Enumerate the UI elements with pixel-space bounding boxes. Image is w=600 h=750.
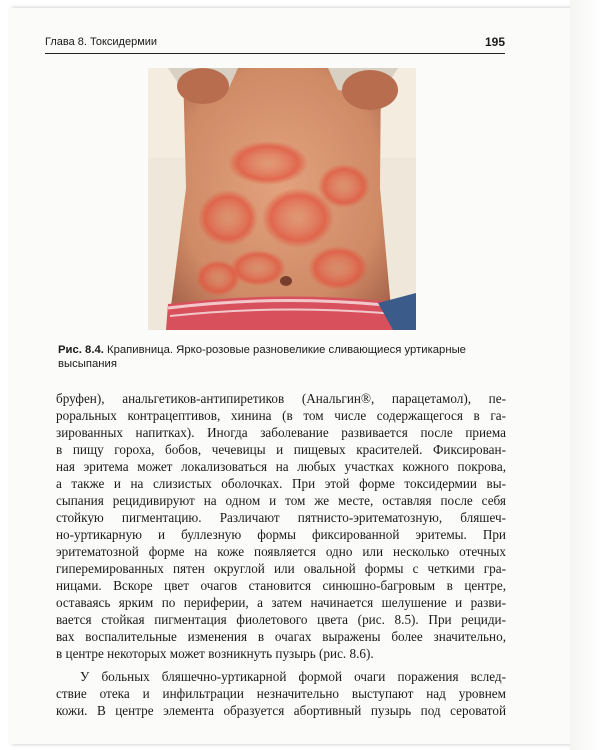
text-line: ная эритема может локализоваться на любых участках кожного покрова, bbox=[56, 459, 506, 474]
running-header bbox=[45, 35, 505, 54]
text-line: стойкую пигментацию. Различают пятнисто-эритематозную, бляшеч- bbox=[56, 510, 506, 525]
figure-photo-urticaria bbox=[148, 68, 416, 330]
text-line: У больных бляшечно-уртикарной формой очаги поражения вслед- bbox=[80, 669, 506, 684]
figure-label: Рис. 8.4. bbox=[58, 344, 104, 356]
text-line: зированных напитках). Иногда заболевание развивается после приема bbox=[56, 425, 506, 440]
text-line: сыпания рецидивируют на одном и том же месте, оставляя после себя bbox=[56, 493, 506, 508]
body-text bbox=[56, 390, 506, 719]
text-line: бруфен), анальгетиков-антипиретиков (Анальгин®, парацетамол), пе- bbox=[56, 391, 506, 406]
page-edge bbox=[570, 0, 600, 750]
chapter-title: Глава 8. Токсидермии bbox=[45, 36, 158, 48]
figure-caption bbox=[58, 343, 508, 371]
text-line: эритематозной форме на коже появляется одно или несколько отечных bbox=[56, 544, 506, 559]
text-line: ницами. Вскоре цвет очагов становится синюшно-багровым в центре, bbox=[56, 578, 506, 593]
text-line: в пищу гороха, бобов, чечевицы и пищевых красителей. Фиксирован- bbox=[56, 442, 506, 457]
text-line: оставаясь ярким по периферии, а затем начинается шелушение и разви- bbox=[56, 595, 506, 610]
text-line: вается стойкая пигментация фиолетового цвета (рис. 8.5). При рециди- bbox=[56, 612, 506, 627]
text-line: но-уртикарную и буллезную формы фиксированной эритемы. При bbox=[56, 527, 506, 542]
figure-caption-text: Крапивница. Ярко-розовые разновеликие сливающиеся уртикарные высыпания bbox=[58, 344, 466, 370]
text-line: в центре некоторых может возникнуть пузырь (рис. 8.6). bbox=[56, 646, 374, 661]
page-number: 195 bbox=[484, 35, 505, 49]
clinical-photo bbox=[148, 68, 416, 330]
text-line: вах воспалительные изменения в очагах выражены более значительно, bbox=[56, 629, 506, 644]
text-line: ствие отека и инфильтрации незначительно выступают над уровнем bbox=[56, 686, 506, 701]
text-line: кожи. В центре элемента образуется абортивный пузырь под сероватой bbox=[56, 703, 506, 718]
text-line: гиперемированных пятен округлой или овальной формы с четкими гра- bbox=[56, 561, 506, 576]
text-line: роральных контрацептивов, хинина (в том числе содержащегося в га- bbox=[56, 408, 506, 423]
text-line: а также и на слизистых оболочках. При этой форме токсидермии вы- bbox=[56, 476, 506, 491]
